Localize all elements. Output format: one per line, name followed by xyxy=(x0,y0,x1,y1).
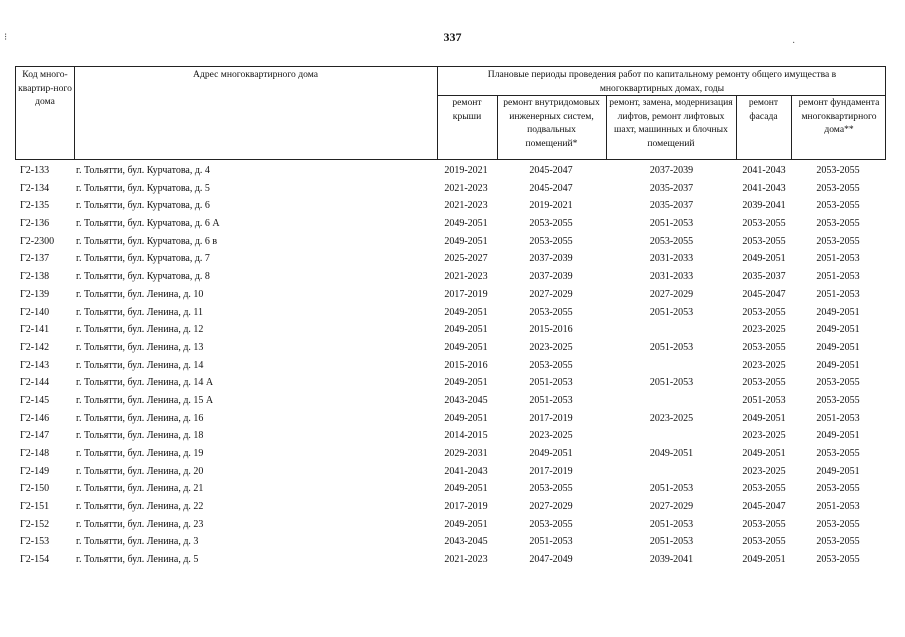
cell-address: г. Тольятти, бул. Ленина, д. 14 А xyxy=(76,377,214,389)
table-row xyxy=(15,321,886,339)
cell-roof: 2015-2016 xyxy=(444,359,488,371)
cell-roof: 2029-2031 xyxy=(444,448,488,459)
cell-systems: 2017-2019 xyxy=(529,412,573,424)
cell-foundation: 2053-2055 xyxy=(816,235,860,247)
cell-code: Г2-152 xyxy=(20,518,50,530)
cell-code: Г2-2300 xyxy=(20,235,55,247)
table-row xyxy=(15,551,886,569)
table-row xyxy=(15,374,886,392)
cell-facade: 2049-2051 xyxy=(742,253,786,265)
table-row xyxy=(15,304,886,322)
header-code: Код много-квартир-ного дома xyxy=(18,69,72,107)
header-foundation: ремонт фундамента многоквартирного дома** xyxy=(798,97,880,135)
cell-roof: 2025-2027 xyxy=(444,253,488,265)
header-address: Адрес многоквартирного дома xyxy=(193,69,318,80)
cell-address: г. Тольятти, бул. Курчатова, д. 4 xyxy=(76,165,210,176)
cell-roof: 2049-2051 xyxy=(444,235,488,247)
cell-address: г. Тольятти, бул. Ленина, д. 12 xyxy=(76,324,204,336)
cell-code: Г2-133 xyxy=(20,165,50,176)
cell-foundation: 2049-2051 xyxy=(816,359,860,371)
table-row xyxy=(15,480,886,498)
cell-systems: 2047-2049 xyxy=(529,554,573,566)
cell-elevators: 2051-2053 xyxy=(649,518,694,530)
cell-code: Г2-138 xyxy=(20,271,50,283)
cell-address: г. Тольятти, бул. Ленина, д. 3 xyxy=(76,536,199,548)
cell-roof: 2017-2019 xyxy=(444,288,488,300)
table-row xyxy=(15,197,886,215)
cell-address: г. Тольятти, бул. Ленина, д. 14 xyxy=(76,359,204,371)
cell-foundation: 2053-2055 xyxy=(816,518,860,530)
table-body xyxy=(15,162,886,569)
cell-facade: 2051-2053 xyxy=(742,394,786,406)
cell-code: Г2-137 xyxy=(20,253,50,265)
cell-elevators: 2051-2053 xyxy=(649,341,694,353)
cell-facade: 2053-2055 xyxy=(742,306,786,318)
cell-roof: 2019-2021 xyxy=(444,165,488,176)
cell-facade: 2045-2047 xyxy=(742,501,786,513)
table-row xyxy=(15,268,886,286)
cell-foundation: 2051-2053 xyxy=(816,501,860,513)
cell-foundation: 2049-2051 xyxy=(816,324,860,336)
header-systems: ремонт внутридомовых инженерных систем, подвальных помещений* xyxy=(503,97,600,149)
cell-roof: 2014-2015 xyxy=(444,430,488,442)
cell-roof: 2049-2051 xyxy=(444,324,488,336)
cell-foundation: 2049-2051 xyxy=(816,341,860,353)
cell-code: Г2-144 xyxy=(20,377,50,389)
cell-facade: 2023-2025 xyxy=(742,430,786,442)
cell-systems: 2037-2039 xyxy=(529,271,573,283)
cell-foundation: 2053-2055 xyxy=(816,448,860,459)
cell-facade: 2023-2025 xyxy=(742,359,786,371)
cell-foundation: 2053-2055 xyxy=(816,218,860,230)
cell-address: г. Тольятти, бул. Ленина, д. 21 xyxy=(76,483,204,495)
cell-elevators: 2051-2053 xyxy=(649,483,694,495)
cell-foundation: 2051-2053 xyxy=(816,288,860,300)
cell-address: г. Тольятти, бул. Курчатова, д. 6 в xyxy=(76,235,218,247)
cell-address: г. Тольятти, бул. Ленина, д. 16 xyxy=(76,412,204,424)
cell-roof: 2041-2043 xyxy=(444,465,488,477)
cell-systems: 2053-2055 xyxy=(529,218,573,230)
cell-systems: 2053-2055 xyxy=(529,518,573,530)
cell-code: Г2-140 xyxy=(20,306,50,318)
cell-systems: 2015-2016 xyxy=(529,324,573,336)
cell-elevators: 2051-2053 xyxy=(649,536,694,548)
table-row xyxy=(15,357,886,375)
cell-code: Г2-143 xyxy=(20,359,50,371)
cell-address: г. Тольятти, бул. Курчатова, д. 5 xyxy=(76,182,210,194)
cell-facade: 2053-2055 xyxy=(742,341,786,353)
cell-code: Г2-142 xyxy=(20,341,50,353)
cell-foundation: 2049-2051 xyxy=(816,306,860,318)
table-row xyxy=(15,250,886,268)
table-row xyxy=(15,162,886,180)
cell-systems: 2053-2055 xyxy=(529,359,573,371)
cell-facade: 2053-2055 xyxy=(742,483,786,495)
cell-systems: 2051-2053 xyxy=(529,394,573,406)
cell-foundation: 2049-2051 xyxy=(816,465,860,477)
cell-facade: 2053-2055 xyxy=(742,377,786,389)
table-header xyxy=(15,66,886,160)
cell-elevators: 2039-2041 xyxy=(649,554,694,566)
scan-artifact-dot: · xyxy=(792,38,796,49)
table-row xyxy=(15,516,886,534)
cell-foundation: 2051-2053 xyxy=(816,253,860,265)
cell-code: Г2-147 xyxy=(20,430,50,442)
cell-systems: 2053-2055 xyxy=(529,483,573,495)
cell-foundation: 2051-2053 xyxy=(816,271,860,283)
table-row xyxy=(15,427,886,445)
cell-roof: 2017-2019 xyxy=(444,501,488,513)
cell-code: Г2-145 xyxy=(20,394,50,406)
cell-facade: 2045-2047 xyxy=(742,288,786,300)
cell-elevators: 2035-2037 xyxy=(649,182,694,194)
cell-address: г. Тольятти, бул. Ленина, д. 15 А xyxy=(76,394,214,406)
cell-roof: 2021-2023 xyxy=(444,182,488,194)
cell-facade: 2049-2051 xyxy=(742,412,786,424)
cell-address: г. Тольятти, бул. Курчатова, д. 6 А xyxy=(76,218,220,230)
cell-code: Г2-146 xyxy=(20,412,50,424)
cell-roof: 2049-2051 xyxy=(444,218,488,230)
table-row xyxy=(15,180,886,198)
cell-code: Г2-153 xyxy=(20,536,50,548)
cell-code: Г2-151 xyxy=(20,501,50,513)
table-row xyxy=(15,233,886,251)
cell-foundation: 2053-2055 xyxy=(816,200,860,212)
table-row xyxy=(15,392,886,410)
cell-elevators: 2035-2037 xyxy=(649,200,694,212)
cell-systems: 2027-2029 xyxy=(529,288,573,300)
cell-roof: 2049-2051 xyxy=(444,518,488,530)
cell-foundation: 2051-2053 xyxy=(816,412,860,424)
cell-foundation: 2053-2055 xyxy=(816,554,860,566)
cell-elevators: 2031-2033 xyxy=(649,271,694,283)
cell-foundation: 2053-2055 xyxy=(816,182,860,194)
header-roof: ремонт крыши xyxy=(452,97,482,122)
cell-roof: 2021-2023 xyxy=(444,271,488,283)
header-periods: Плановые периоды проведения работ по капитальному ремонту общего имущества в многоквартирных домах, годы xyxy=(487,69,837,94)
cell-elevators: 2027-2029 xyxy=(649,288,694,300)
cell-roof: 2043-2045 xyxy=(444,536,488,548)
cell-foundation: 2053-2055 xyxy=(816,165,860,176)
header-facade: ремонт фасада xyxy=(748,97,779,122)
cell-roof: 2021-2023 xyxy=(444,554,488,566)
cell-foundation: 2053-2055 xyxy=(816,536,860,548)
cell-address: г. Тольятти, бул. Ленина, д. 23 xyxy=(76,518,204,530)
header-elevators: ремонт, замена, модернизация лифтов, ремонт лифтовых шахт, машинных и блочных помещений xyxy=(609,97,733,149)
cell-foundation: 2049-2051 xyxy=(816,430,860,442)
cell-address: г. Тольятти, бул. Ленина, д. 20 xyxy=(76,465,204,477)
cell-systems: 2019-2021 xyxy=(529,200,573,212)
table-row xyxy=(15,215,886,233)
cell-roof: 2049-2051 xyxy=(444,377,488,389)
cell-code: Г2-148 xyxy=(20,448,50,459)
table-row xyxy=(15,286,886,304)
cell-elevators: 2051-2053 xyxy=(649,218,694,230)
table-row xyxy=(15,498,886,516)
cell-code: Г2-135 xyxy=(20,200,50,212)
cell-facade: 2053-2055 xyxy=(742,518,786,530)
cell-address: г. Тольятти, бул. Ленина, д. 22 xyxy=(76,501,204,513)
cell-systems: 2017-2019 xyxy=(529,465,573,477)
table-row xyxy=(15,410,886,428)
cell-facade: 2049-2051 xyxy=(742,554,786,566)
cell-foundation: 2053-2055 xyxy=(816,377,860,389)
cell-systems: 2051-2053 xyxy=(529,377,573,389)
cell-facade: 2023-2025 xyxy=(742,324,786,336)
cell-systems: 2023-2025 xyxy=(529,430,573,442)
page-number: 337 xyxy=(443,30,462,44)
cell-elevators: 2031-2033 xyxy=(649,253,694,265)
cell-roof: 2021-2023 xyxy=(444,200,488,212)
cell-facade: 2049-2051 xyxy=(742,448,786,459)
cell-address: г. Тольятти, бул. Курчатова, д. 7 xyxy=(76,253,210,265)
cell-address: г. Тольятти, бул. Ленина, д. 13 xyxy=(76,341,204,353)
cell-facade: 2023-2025 xyxy=(742,465,786,477)
cell-elevators: 2037-2039 xyxy=(649,165,694,176)
cell-roof: 2049-2051 xyxy=(444,483,488,495)
cell-code: Г2-150 xyxy=(20,483,50,495)
cell-facade: 2041-2043 xyxy=(742,165,786,176)
cell-elevators: 2051-2053 xyxy=(649,306,694,318)
cell-facade: 2035-2037 xyxy=(742,271,786,283)
cell-systems: 2053-2055 xyxy=(529,306,573,318)
table-row xyxy=(15,533,886,551)
cell-systems: 2051-2053 xyxy=(529,536,573,548)
cell-elevators: 2051-2053 xyxy=(649,377,694,389)
cell-code: Г2-136 xyxy=(20,218,50,230)
cell-code: Г2-149 xyxy=(20,465,50,477)
cell-code: Г2-154 xyxy=(20,554,50,566)
cell-facade: 2053-2055 xyxy=(742,218,786,230)
cell-elevators: 2049-2051 xyxy=(649,448,694,459)
cell-roof: 2043-2045 xyxy=(444,394,488,406)
cell-foundation: 2053-2055 xyxy=(816,483,860,495)
cell-roof: 2049-2051 xyxy=(444,341,488,353)
cell-systems: 2049-2051 xyxy=(529,448,573,459)
cell-address: г. Тольятти, бул. Ленина, д. 5 xyxy=(76,554,199,566)
cell-systems: 2027-2029 xyxy=(529,501,573,513)
cell-roof: 2049-2051 xyxy=(444,412,488,424)
cell-systems: 2023-2025 xyxy=(529,341,573,353)
cell-code: Г2-141 xyxy=(20,324,50,336)
cell-address: г. Тольятти, бул. Курчатова, д. 8 xyxy=(76,271,210,283)
cell-address: г. Тольятти, бул. Ленина, д. 19 xyxy=(76,448,204,459)
cell-address: г. Тольятти, бул. Ленина, д. 11 xyxy=(76,306,204,318)
cell-elevators: 2027-2029 xyxy=(649,501,694,513)
cell-code: Г2-134 xyxy=(20,182,50,194)
cell-address: г. Тольятти, бул. Курчатова, д. 6 xyxy=(76,200,210,212)
cell-facade: 2053-2055 xyxy=(742,235,786,247)
cell-address: г. Тольятти, бул. Ленина, д. 10 xyxy=(76,288,204,300)
cell-elevators: 2023-2025 xyxy=(649,412,694,424)
cell-facade: 2041-2043 xyxy=(742,182,786,194)
cell-systems: 2045-2047 xyxy=(529,182,573,194)
cell-elevators: 2053-2055 xyxy=(649,235,694,247)
cell-foundation: 2053-2055 xyxy=(816,394,860,406)
table-row xyxy=(15,463,886,481)
table-row xyxy=(15,445,886,463)
cell-address: г. Тольятти, бул. Ленина, д. 18 xyxy=(76,430,204,442)
cell-facade: 2039-2041 xyxy=(742,200,786,212)
table-row xyxy=(15,339,886,357)
cell-code: Г2-139 xyxy=(20,288,50,300)
scan-artifact-mark: ⁝ xyxy=(4,32,8,43)
cell-roof: 2049-2051 xyxy=(444,306,488,318)
cell-systems: 2045-2047 xyxy=(529,165,573,176)
cell-facade: 2053-2055 xyxy=(742,536,786,548)
cell-systems: 2037-2039 xyxy=(529,253,573,265)
cell-systems: 2053-2055 xyxy=(529,235,573,247)
